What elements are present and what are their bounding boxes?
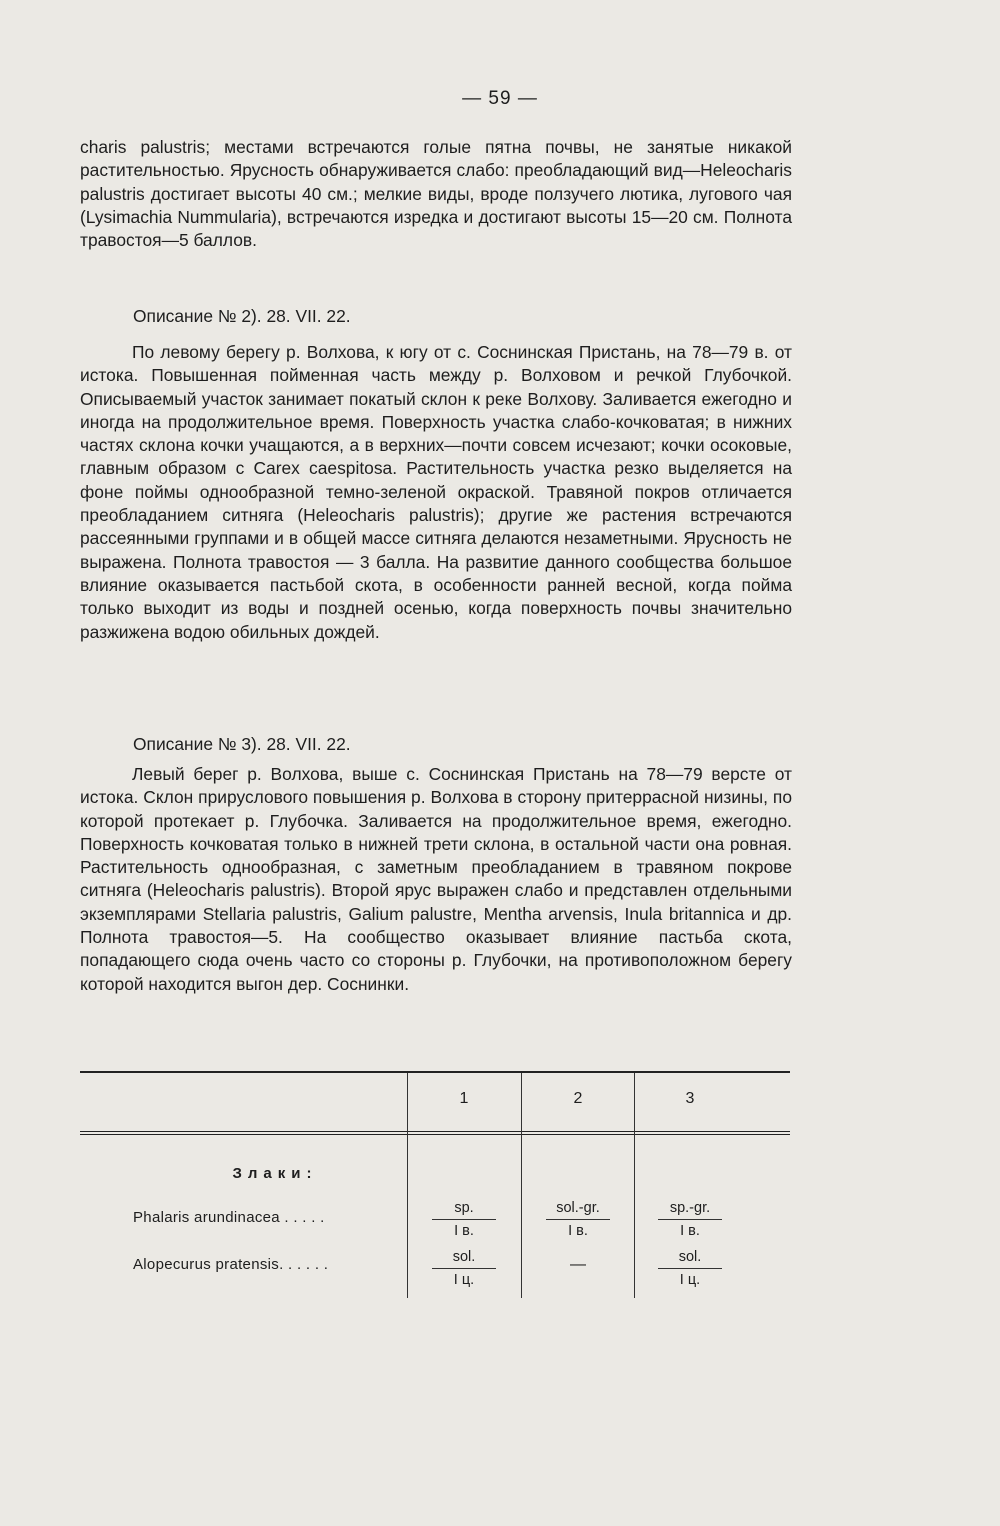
description-3-heading: Описание № 3). 28. VII. 22. [133, 734, 351, 754]
page-number: — 59 — [462, 88, 538, 109]
table-cell [528, 1199, 628, 1240]
paragraph-2-text: По левому берегу р. Волхова, к югу от с. Соснинская Пристань, на 78—79 в. от истока. Повышенная пойменная часть между р. Волховом и речкой Глубочкой. Описываемый участок занимает покатый склон к реке Волхову. Заливается ежегодно и иногда на продолжительное время. Поверхность участка слабо-кочковатая; в нижних частях склона кочки учащаются, а в верхних—почти совсем исчезают; кочки осоковые, главным образом с Carex caespitosa. Растительность участка резко выделяется на фоне поймы однообразной темно-зеленой окраской. Травяной покров отличается преобладанием ситняга (Heleocharis palustris); другие же растения встречаются рассеянными группами и в общей массе ситняга делаются незаметными. Ярусность не выражена. Полнота травостоя — 3 балла. На развитие данного сообщества большое влияние оказывается пастьбой скота, в особенности ранней весной, когда пойма только выходит из воды и поздней осенью, когда поверхность почвы значительно разжижена водою обильных дождей. [80, 342, 792, 642]
cell-phase: I в. [454, 1223, 474, 1239]
group-label-grasses: Злаки: [232, 1165, 318, 1182]
cell-frequency: sp. [432, 1199, 496, 1220]
table-top-rule [80, 1071, 790, 1073]
table-divider [407, 1073, 408, 1298]
table-divider [521, 1073, 522, 1298]
paragraph-2 [80, 341, 792, 644]
paragraph-3 [80, 763, 792, 996]
cell-phase: I ц. [679, 1272, 701, 1288]
cell-frequency: sp.-gr. [658, 1199, 722, 1220]
table-cell [414, 1199, 514, 1240]
table-divider [634, 1073, 635, 1298]
column-header-1: 1 [459, 1090, 469, 1107]
table-header-rule-2 [80, 1134, 790, 1135]
paragraph-3-text: Левый берег р. Волхова, выше с. Соснинская Пристань на 78—79 версте от истока. Склон прируслового повышения р. Волхова в сторону притеррасной низины, по которой протекает р. Глубочка. Заливается на продолжительное время, ежегодно. Поверхность кочковатая только в нижней трети склона, в остальной части она ровная. Растительность однообразная, с заметным преобладанием в травяном покрове ситняга (Heleocharis palustris). Второй ярус выражен слабо и представлен отдельными экземплярами Stellaria palustris, Galium palustre, Mentha arvensis, Inula britannica и др. Полнота травостоя—5. На сообщество оказывает влияние пастьба скота, попадающего сюда очень часто со стороны р. Глубочки, на противоположном берегу которой находится выгон дер. Соснинки. [80, 764, 792, 994]
table-header-rule [80, 1131, 790, 1132]
description-2-heading: Описание № 2). 28. VII. 22. [133, 306, 351, 326]
cell-frequency: sol.-gr. [546, 1199, 610, 1220]
table-cell [640, 1248, 740, 1289]
row-label: Phalaris arundinacea . . . . . [133, 1209, 325, 1226]
table-cell-empty: — [570, 1256, 586, 1273]
cell-phase: I в. [568, 1223, 588, 1239]
paragraph-1-text: charis palustris; местами встречаются голые пятна почвы, не занятые никакой растительностью. Ярусность обнаруживается слабо: преобладающий вид—Heleocharis palustris достигает высоты 40 см.; мелкие виды, вроде ползучего лютика, лугового чая (Lysimachia Nummularia), встречаются изредка и достигают высоты 15—20 см. Полнота травостоя—5 баллов. [80, 137, 792, 251]
cell-frequency: sol. [658, 1248, 722, 1269]
cell-phase: I ц. [453, 1272, 475, 1288]
paragraph-1 [80, 136, 792, 252]
cell-phase: I в. [680, 1223, 700, 1239]
table-cell [640, 1199, 740, 1240]
table-cell [414, 1248, 514, 1289]
column-header-2: 2 [573, 1090, 583, 1107]
row-label: Alopecurus pratensis. . . . . . [133, 1256, 329, 1273]
cell-frequency: sol. [432, 1248, 496, 1269]
column-header-3: 3 [685, 1090, 695, 1107]
